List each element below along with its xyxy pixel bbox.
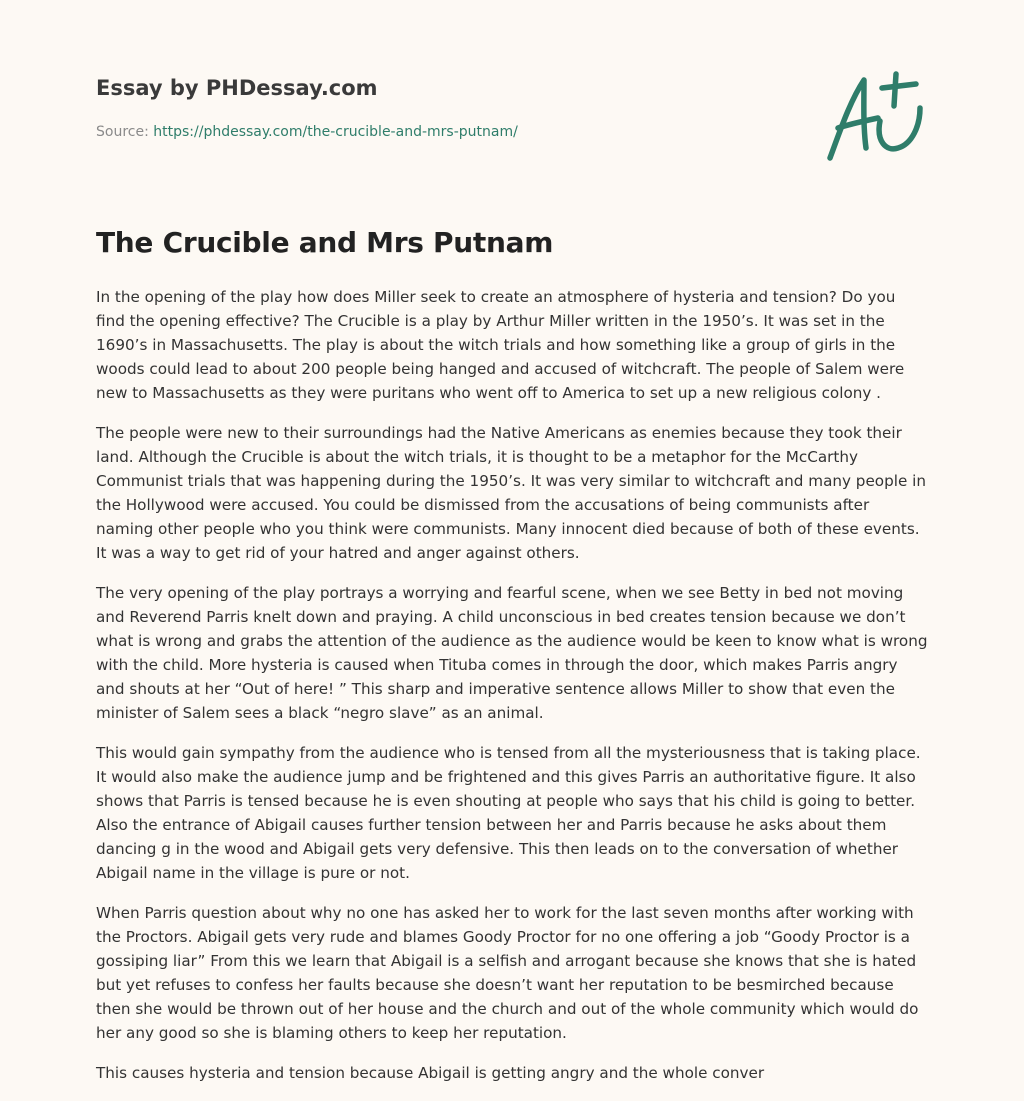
source-line [96, 124, 518, 140]
site-title: Essay by PHDessay.com [96, 76, 378, 100]
source-link[interactable]: https://phdessay.com/the-crucible-and-mrs-putnam/ [153, 124, 518, 140]
essay-paragraph: In the opening of the play how does Miller seek to create an atmosphere of hysteria and tension? Do you find the opening effective? The Crucible is a play by Arthur Miller written in the 1950’s. It was set in the 1690’s in Massachusetts. The play is about the witch trials and how something like a group of girls in the woods could lead to about 200 people being hanged and accused of witchcraft. The people of Salem were new to Massachusetts as they were puritans who went off to America to set up a new religious colony . [96, 288, 905, 402]
essay-paragraph: This causes hysteria and tension because Abigail is getting angry and the whole conver [96, 1064, 765, 1082]
essay-paragraph: This would gain sympathy from the audience who is tensed from all the mysteriousness that is taking place. It would also make the audience jump and be frightened and this gives Parris an authoritative figure. It also shows that Parris is tensed because he is even shouting at people who says that his child is going to better. Also the entrance of Abigail causes further tension between her and Parris because he asks about them dancing g in the wood and Abigail gets very defensive. This then leads on to the conversation of whether Abigail name in the village is pure or not. [96, 744, 921, 882]
essay-paragraph: The very opening of the play portrays a worrying and fearful scene, when we see Betty in bed not moving and Reverend Parris knelt down and praying. A child unconscious in bed creates tension because we don’t what is wrong and grabs the attention of the audience as the audience would be keen to know what is wrong with the child. More hysteria is caused when Tituba comes in through the door, which makes Parris angry and shouts at her “Out of here! ” This sharp and imperative sentence allows Miller to show that even the minister of Salem sees a black “negro slave” as an animal. [96, 584, 928, 722]
a-plus-grade-icon [820, 66, 930, 166]
essay-paragraph: When Parris question about why no one has asked her to work for the last seven months after working with the Proctors. Abigail gets very rude and blames Goody Proctor for no one offering a job “Goody Proctor is a gossiping liar” From this we learn that Abigail is a selfish and arrogant because she knows that she is hated but yet refuses to confess her faults because she doesn’t want her reputation to be besmirched because then she would be thrown out of her house and the church and out of the whole community which would do her any good so she is blaming others to keep her reputation. [96, 904, 919, 1042]
essay-title: The Crucible and Mrs Putnam [96, 226, 554, 259]
source-label: Source: [96, 124, 154, 140]
essay-paragraph: The people were new to their surroundings had the Native Americans as enemies because they took their land. Although the Crucible is about the witch trials, it is thought to be a metaphor for the McCarthy Communist trials that was happening during the 1950’s. It was very similar to witchcraft and many people in the Hollywood were accused. You could be dismissed from the accusations of being communists after naming other people who you think were communists. Many innocent died because of both of these events. It was a way to get rid of your hatred and anger against others. [96, 424, 926, 562]
essay-body [96, 285, 928, 1101]
